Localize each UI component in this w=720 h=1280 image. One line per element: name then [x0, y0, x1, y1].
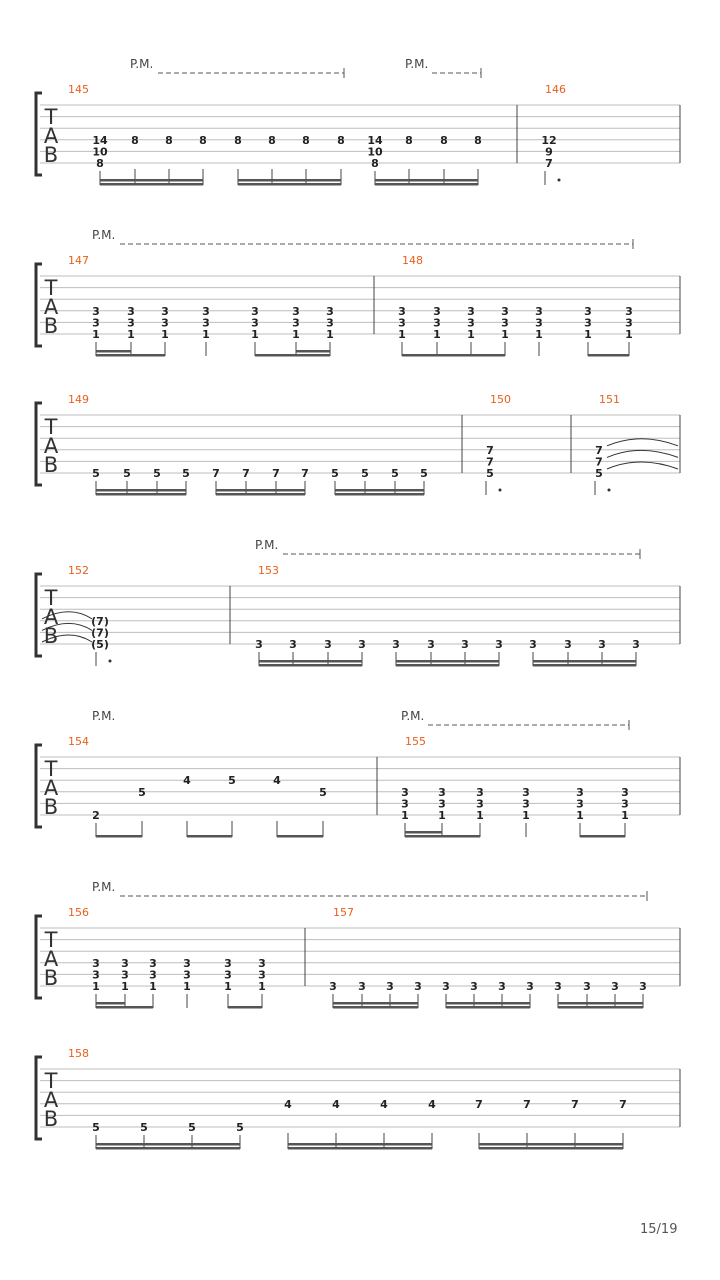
tab-clef-letter: A — [43, 947, 59, 971]
fret-number: 3 — [535, 304, 543, 318]
fret-number: 5 — [182, 467, 190, 480]
fret-number: 1 — [522, 809, 530, 822]
fret-number: 10 — [367, 145, 383, 159]
fret-number: 4 — [273, 774, 281, 788]
note-beam-secondary — [296, 350, 330, 353]
fret-number: 8 — [440, 133, 448, 147]
fret-number: 1 — [621, 809, 629, 822]
note-beam-secondary — [238, 179, 341, 182]
fret-number: 8 — [302, 133, 310, 147]
note-beam-secondary — [96, 489, 186, 492]
palm-mute-label: P.M. — [92, 709, 116, 723]
fret-number: 3 — [584, 316, 592, 330]
fret-number: 8 — [337, 133, 345, 147]
fret-number: 3 — [324, 638, 332, 651]
note-beam — [96, 1147, 240, 1150]
fret-number: 5 — [92, 467, 100, 480]
fret-number: 5 — [138, 785, 146, 799]
fret-number: 14 — [92, 133, 108, 147]
fret-number: 4 — [332, 1097, 340, 1111]
fret-number: 3 — [326, 316, 334, 330]
note-beam — [405, 835, 480, 838]
fret-number: 1 — [476, 809, 484, 822]
note-beam — [588, 354, 629, 357]
fret-number: 1 — [326, 328, 334, 341]
fret-number: 1 — [224, 980, 232, 993]
note-beam — [216, 493, 305, 496]
note-beam-secondary — [335, 489, 424, 492]
fret-number: 3 — [398, 304, 406, 318]
note-beam-secondary — [100, 179, 203, 182]
note-beam-secondary — [446, 1002, 530, 1005]
note-beam-secondary — [479, 1143, 623, 1146]
fret-number: 5 — [486, 467, 494, 480]
tab-clef-letter: T — [44, 757, 58, 781]
dot — [608, 489, 611, 492]
note-beam — [558, 1006, 643, 1009]
fret-number: 3 — [121, 956, 129, 970]
fret-number: (7) — [91, 614, 109, 628]
fret-number: 8 — [234, 133, 242, 147]
note-beam — [402, 354, 505, 357]
fret-number: 1 — [92, 328, 100, 341]
tab-clef-letter: A — [43, 605, 59, 629]
fret-number: (7) — [91, 626, 109, 640]
fret-number: 1 — [467, 328, 475, 341]
fret-number: 3 — [149, 968, 157, 982]
fret-number: 1 — [433, 328, 441, 341]
fret-number: 7 — [595, 443, 603, 457]
fret-number: 3 — [92, 316, 100, 330]
fret-number: 3 — [127, 304, 135, 318]
palm-mute-label: P.M. — [92, 880, 116, 894]
fret-number: 3 — [461, 638, 469, 651]
fret-number: 5 — [153, 467, 161, 480]
note-beam — [96, 835, 142, 838]
fret-number: 3 — [632, 638, 640, 651]
tab-clef-letter: B — [43, 143, 59, 167]
note-beam — [96, 1006, 153, 1009]
tab-clef-letter: T — [44, 105, 58, 129]
note-beam-secondary — [558, 1002, 643, 1005]
note-beam — [396, 664, 499, 667]
measure-number: 148 — [402, 254, 423, 267]
measure-number: 151 — [599, 393, 620, 406]
fret-number: 3 — [526, 980, 534, 993]
fret-number: 7 — [486, 455, 494, 469]
measure-number: 158 — [68, 1047, 89, 1060]
fret-number: 3 — [398, 316, 406, 330]
fret-number: 9 — [545, 145, 553, 159]
tab-system — [36, 403, 680, 496]
measure-number: 157 — [333, 906, 354, 919]
fret-number: 1 — [501, 328, 509, 341]
note-beam — [277, 835, 323, 838]
fret-number: 1 — [149, 980, 157, 993]
fret-number: 1 — [576, 809, 584, 822]
fret-number: 3 — [467, 304, 475, 318]
fret-number: 3 — [495, 638, 503, 651]
note-beam — [335, 493, 424, 496]
fret-number: 3 — [258, 956, 266, 970]
fret-number: 3 — [529, 638, 537, 651]
tab-clef-letter: A — [43, 434, 59, 458]
fret-number: 1 — [535, 328, 543, 341]
tab-clef-letter: B — [43, 624, 59, 648]
measure-number: 154 — [68, 735, 89, 748]
tab-clef-letter: T — [44, 276, 58, 300]
note-beam — [255, 354, 330, 357]
fret-number: 3 — [576, 785, 584, 799]
fret-number: 3 — [401, 785, 409, 799]
fret-number: 3 — [251, 304, 259, 318]
fret-number: 5 — [391, 467, 399, 480]
fret-number: 7 — [242, 467, 250, 480]
fret-number: 3 — [625, 316, 633, 330]
fret-number: 3 — [522, 797, 530, 811]
fret-number: 3 — [292, 304, 300, 318]
fret-number: 1 — [183, 980, 191, 993]
note-beam-secondary — [96, 1002, 125, 1005]
fret-number: 5 — [236, 1121, 244, 1134]
fret-number: 7 — [486, 443, 494, 457]
note-beam — [96, 493, 186, 496]
note-beam — [187, 835, 232, 838]
fret-number: 7 — [571, 1097, 579, 1111]
measure-number: 153 — [258, 564, 279, 577]
fret-number: 3 — [329, 980, 337, 993]
measure-number: 150 — [490, 393, 511, 406]
fret-number: 3 — [621, 797, 629, 811]
fret-number: 3 — [433, 316, 441, 330]
fret-number: 3 — [358, 980, 366, 993]
fret-number: 3 — [401, 797, 409, 811]
tab-clef-letter: A — [43, 776, 59, 800]
note-beam — [100, 183, 203, 186]
fret-number: 3 — [611, 980, 619, 993]
fret-number: 1 — [398, 328, 406, 341]
measure-number: 155 — [405, 735, 426, 748]
fret-number: 3 — [326, 304, 334, 318]
fret-number: 5 — [228, 774, 236, 788]
fret-number: 7 — [212, 467, 220, 480]
note-beam — [228, 1006, 262, 1009]
fret-number: 3 — [92, 968, 100, 982]
fret-number: 1 — [202, 328, 210, 341]
page-number: 15/19 — [640, 1222, 678, 1237]
measure-number: 152 — [68, 564, 89, 577]
fret-number: 3 — [202, 304, 210, 318]
fret-number: 3 — [289, 638, 297, 651]
tab-clef-letter: B — [43, 966, 59, 990]
note-beam-secondary — [333, 1002, 418, 1005]
fret-number: 3 — [127, 316, 135, 330]
tab-clef-letter: B — [43, 453, 59, 477]
fret-number: 5 — [92, 1121, 100, 1134]
fret-number: 3 — [255, 638, 263, 651]
fret-number: 1 — [292, 328, 300, 341]
measure-number: 145 — [68, 83, 89, 96]
fret-number: 3 — [149, 956, 157, 970]
fret-number: 4 — [428, 1097, 436, 1111]
tie-arc — [607, 462, 678, 469]
fret-number: 3 — [161, 304, 169, 318]
tab-system — [36, 1057, 680, 1150]
fret-number: 5 — [420, 467, 428, 480]
fret-number: 3 — [386, 980, 394, 993]
fret-number: 5 — [188, 1121, 196, 1134]
fret-number: 3 — [92, 956, 100, 970]
fret-number: 7 — [523, 1097, 531, 1111]
fret-number: 8 — [199, 133, 207, 147]
fret-number: 3 — [583, 980, 591, 993]
palm-mute-label: P.M. — [255, 538, 279, 552]
fret-number: 3 — [476, 797, 484, 811]
tab-clef-letter: A — [43, 295, 59, 319]
fret-number: 3 — [576, 797, 584, 811]
fret-number: 1 — [401, 809, 409, 822]
fret-number: 1 — [438, 809, 446, 822]
tab-clef-letter: T — [44, 586, 58, 610]
fret-number: 3 — [392, 638, 400, 651]
fret-number: 1 — [625, 328, 633, 341]
dot — [109, 660, 112, 663]
palm-mute-label: P.M. — [130, 57, 154, 71]
fret-number: 3 — [438, 797, 446, 811]
fret-number: 3 — [584, 304, 592, 318]
note-beam — [288, 1147, 432, 1150]
fret-number: 7 — [475, 1097, 483, 1111]
fret-number: 3 — [251, 316, 259, 330]
note-beam-secondary — [533, 660, 636, 663]
fret-number: 3 — [501, 304, 509, 318]
fret-number: 3 — [224, 968, 232, 982]
fret-number: 3 — [442, 980, 450, 993]
fret-number: 3 — [554, 980, 562, 993]
fret-number: 3 — [433, 304, 441, 318]
fret-number: 3 — [522, 785, 530, 799]
note-beam-secondary — [405, 831, 442, 834]
fret-number: 10 — [92, 145, 108, 159]
fret-number: (5) — [91, 638, 109, 651]
tie-arc — [607, 450, 678, 457]
fret-number: 5 — [331, 467, 339, 480]
fret-number: 1 — [161, 328, 169, 341]
fret-number: 3 — [470, 980, 478, 993]
note-beam — [259, 664, 362, 667]
fret-number: 3 — [476, 785, 484, 799]
tie-arc — [607, 439, 678, 446]
note-beam-secondary — [288, 1143, 432, 1146]
fret-number: 5 — [140, 1121, 148, 1134]
fret-number: 3 — [224, 956, 232, 970]
fret-number: 5 — [319, 785, 327, 799]
fret-number: 7 — [545, 157, 553, 170]
fret-number: 5 — [595, 467, 603, 480]
dot — [558, 179, 561, 182]
dot — [499, 489, 502, 492]
measure-number: 147 — [68, 254, 89, 267]
fret-number: 1 — [127, 328, 135, 341]
fret-number: 5 — [361, 467, 369, 480]
note-beam-secondary — [96, 350, 131, 353]
palm-mute-label: P.M. — [405, 57, 429, 71]
note-beam — [238, 183, 341, 186]
fret-number: 8 — [96, 157, 104, 170]
note-beam-secondary — [375, 179, 478, 182]
fret-number: 1 — [121, 980, 129, 993]
fret-number: 4 — [284, 1097, 292, 1111]
note-beam-secondary — [216, 489, 305, 492]
fret-number: 14 — [367, 133, 383, 147]
measure-number: 146 — [545, 83, 566, 96]
fret-number: 1 — [92, 980, 100, 993]
measure-number: 149 — [68, 393, 89, 406]
fret-number: 3 — [598, 638, 606, 651]
fret-number: 5 — [123, 467, 131, 480]
tab-clef-letter: B — [43, 795, 59, 819]
fret-number: 3 — [414, 980, 422, 993]
tab-clef-letter: B — [43, 314, 59, 338]
fret-number: 8 — [131, 133, 139, 147]
palm-mute-label: P.M. — [92, 228, 116, 242]
fret-number: 1 — [258, 980, 266, 993]
fret-number: 8 — [474, 133, 482, 147]
fret-number: 3 — [501, 316, 509, 330]
tab-clef-letter: A — [43, 124, 59, 148]
fret-number: 2 — [92, 809, 100, 822]
fret-number: 3 — [427, 638, 435, 651]
tab-clef-letter: A — [43, 1088, 59, 1112]
fret-number: 3 — [161, 316, 169, 330]
note-beam — [533, 664, 636, 667]
note-beam-secondary — [259, 660, 362, 663]
fret-number: 3 — [564, 638, 572, 651]
fret-number: 3 — [498, 980, 506, 993]
fret-number: 3 — [202, 316, 210, 330]
fret-number: 3 — [121, 968, 129, 982]
fret-number: 3 — [358, 638, 366, 651]
fret-number: 7 — [619, 1097, 627, 1111]
fret-number: 8 — [165, 133, 173, 147]
fret-number: 3 — [639, 980, 647, 993]
note-beam — [479, 1147, 623, 1150]
tab-clef-letter: T — [44, 415, 58, 439]
fret-number: 3 — [467, 316, 475, 330]
fret-number: 1 — [251, 328, 259, 341]
fret-number: 3 — [183, 956, 191, 970]
fret-number: 3 — [292, 316, 300, 330]
measure-number: 156 — [68, 906, 89, 919]
note-beam-secondary — [96, 1143, 240, 1146]
note-beam — [446, 1006, 530, 1009]
note-beam — [333, 1006, 418, 1009]
fret-number: 3 — [92, 304, 100, 318]
fret-number: 8 — [371, 157, 379, 170]
note-beam — [375, 183, 478, 186]
fret-number: 8 — [268, 133, 276, 147]
fret-number: 8 — [405, 133, 413, 147]
palm-mute-label: P.M. — [401, 709, 425, 723]
tab-clef-letter: T — [44, 1069, 58, 1093]
fret-number: 3 — [258, 968, 266, 982]
fret-number: 4 — [183, 774, 191, 788]
tab-clef-letter: B — [43, 1107, 59, 1131]
fret-number: 4 — [380, 1097, 388, 1111]
fret-number: 3 — [625, 304, 633, 318]
fret-number: 3 — [438, 785, 446, 799]
fret-number: 7 — [595, 455, 603, 469]
fret-number: 3 — [183, 968, 191, 982]
fret-number: 12 — [541, 133, 557, 147]
fret-number: 3 — [535, 316, 543, 330]
tab-system — [36, 68, 680, 186]
tab-clef-letter: T — [44, 928, 58, 952]
note-beam — [96, 354, 165, 357]
fret-number: 7 — [272, 467, 280, 480]
fret-number: 1 — [584, 328, 592, 341]
fret-number: 3 — [621, 785, 629, 799]
note-beam-secondary — [396, 660, 499, 663]
note-beam — [580, 835, 625, 838]
fret-number: 7 — [301, 467, 309, 480]
